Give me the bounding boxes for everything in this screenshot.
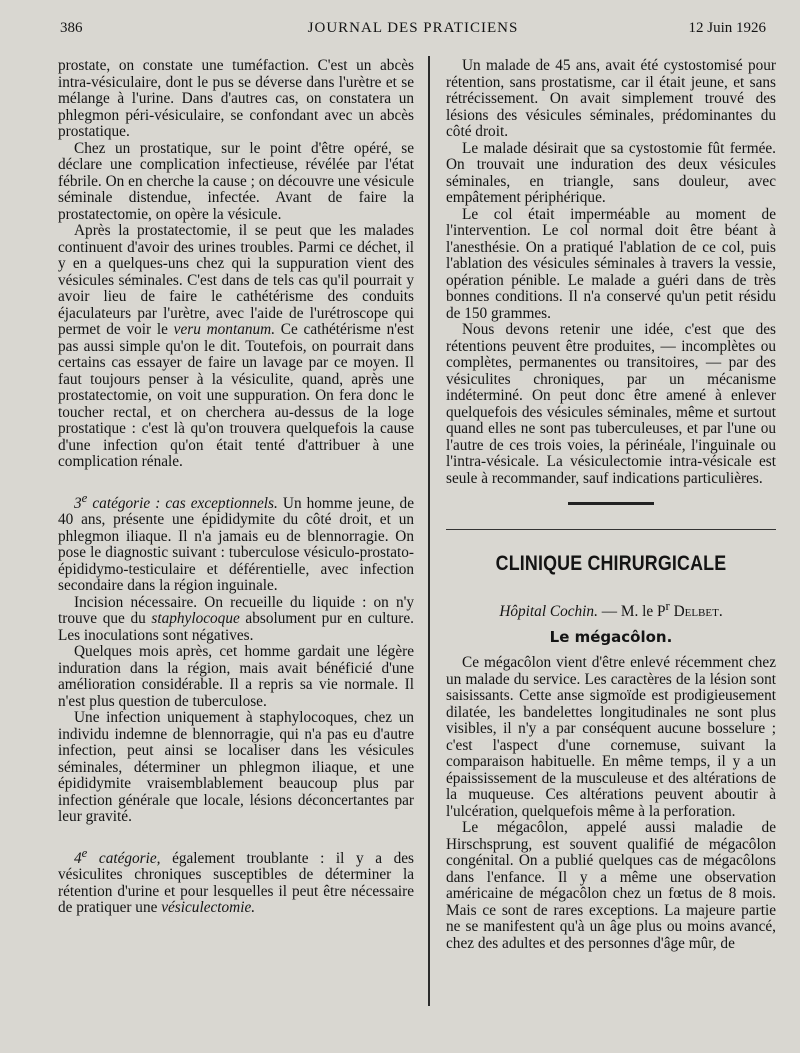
column-divider [428,56,430,1006]
superscript: e [81,845,88,860]
spacer [58,826,414,845]
text-run: Incision nécessaire. On recueille du liquide : on n'y trouve que du [58,593,414,628]
text-run: également troublante : il y a des vésiculites chroniques susceptibles de déterminer la rétention d'urine et pour lesquelles il peut être nécessaire de pratiquer une [58,849,414,917]
issue-date: 12 Juin 1926 [688,20,766,36]
text-run: — M. le P [597,603,666,621]
horizontal-rule [446,529,776,530]
journal-title: JOURNAL DES PRATICIENS [307,20,519,36]
paragraph [58,490,414,595]
category-heading: catégorie, [87,849,161,867]
right-column [446,58,776,952]
paragraph: Le col était imperméable au moment de l'intervention. Le col normal doit être béant à l'anesthésie. On a pratiqué l'ablation de ce col, puis l'ablation des vésicules séminales à travers la vessie, opération pénible. Le malade a guéri dans de très bonnes conditions. Il n'a conservé qu'un petit résidu de 150 grammes. [446,205,776,322]
text-run: Après la prostatectomie, il se peut que les malades continuent d'avoir des urines troubles. Parmi ce déchet, il y en a quelques-uns chez qui la suppuration vient des vésicules séminales. C'est dans de tels cas qu'il pourrait y avoir lieu de faire le cathétérisme des conduits éjaculateurs par l'urètre, avec l'aide de l'urétroscope qui permet de voir le [58,222,414,338]
paragraph: Nous devons retenir une idée, c'est que des rétentions peuvent être produites, — incomplètes ou complètes, permanentes ou transitoires, — par des vésiculites chroniques, par un mécanisme indéterminé. On peut donc être amené à enlever quelquefois des vésicules séminales, même et surtout quand elles ne sont pas tuberculeuses, et par l'une ou l'autre de ces trois voies, la périnéale, l'inguinale ou l'intra-vésicale. La vésiculectomie intra-vésicale est seule à recommander, sauf indications particulières. [446,321,776,487]
byline [446,598,776,621]
paragraph: Quelques mois après, cet homme gardait une légère induration dans la région, mais avait bénéficié d'une amélioration considérable. Il a repris sa vie normale. Il n'est plus question de tuberculose. [58,643,414,710]
left-column [58,58,414,917]
page-number: 386 [60,20,83,36]
paragraph: prostate, on constate une tuméfaction. C'est un abcès intra-vésiculaire, dont le pus se déverse dans l'urètre et se mélange à l'urine. Dans d'autres cas, on constatera un phlegmon péri-vésiculaire, se confondant avec un abcès prostatique. [58,57,414,140]
paragraph: Chez un prostatique, sur le point d'être opéré, se déclare une complication infectieuse, révélée par l'état fébrile. On en cherche la cause ; on découvre une vésicule séminale distendue, infectée. Avant de faire la prostatectomie, on opère la vésicule. [58,139,414,223]
text-run: Ce cathétérisme n'est pas aussi simple qu'on le dit. Toutefois, on pourrait dans certains cas essayer de faire un lavage par ce moyen. Il faut toujours penser à la vésiculite, quand, après une prostatectomie, on voit une suppuration. On fera donc le toucher rectal, et on cherchera au-dessus de la loge prostatique : c'est là qu'on trouvera quelquefois la cause d'une infection qu'on était tenté d'attribuer à une complication rénale. [58,321,414,470]
italic-text: staphylocoque [151,610,240,628]
paragraph [58,845,414,917]
section-title: CLINIQUE CHIRURGICALE [495,552,727,575]
category-number: 3 [74,494,82,512]
paragraph: Le mégacôlon, appelé aussi maladie de Hirschsprung, est souvent qualifié de mégacôlon congénital. On a publié quelques cas de mégacôlons dans l'enfance. Il y a même une observation américaine de mégacôlon chez un fœtus de 8 mois. Mais ce sont de rares exceptions. La majeure partie ne se manifestent qu'à un âge plus ou moins avancé, chez des adultes et des personnes d'âge mûr, de [446,819,776,952]
text-run: Un homme jeune, de 40 ans, présente une épididymite du côté droit, et un phlegmon iliaque. Il n'a jamais eu de blennorragie. On pose le diagnostic suivant : tuberculose vésiculo-prostato-épididymo-testiculaire et déférentielle, avec infection secondaire dans la région inguinale. [58,494,414,595]
subsection-title: Le mégacôlon. [549,627,673,646]
category-heading: catégorie : cas exceptionnels. [87,494,278,512]
paragraph [58,595,414,645]
superscript: r [665,599,670,613]
paragraph: Un malade de 45 ans, avait été cystostomisé pour rétention, sans prostatisme, car il était jeune, et sans rétrécissement. On avait simplement trouvé des lésions des vésicules séminales, prédominantes du côté droit. [446,57,776,140]
paragraph: Le malade désirait que sa cystostomie fût fermée. On trouvait une induration des deux vésicules séminales, en triangle, sans douleur, avec empâtement périphérique. [446,139,776,206]
superscript: e [81,490,88,505]
hospital-name: Hôpital Cochin. [499,603,598,621]
author-name: Delbet. [669,603,723,621]
paragraph: Une infection uniquement à staphylocoques, chez un individu indemne de blennorragie, qui n'a pas eu d'autre infection, peut ainsi se localiser dans les vésicules séminales, déterminer un phlegmon iliaque, et une épididymite vraisemblablement beaucoup plus par infection générale que locale, lésions déconcertantes par leur gravité. [58,709,414,826]
spacer [58,471,414,490]
paragraph [58,223,414,471]
page-header [60,20,766,42]
section-separator [568,502,654,505]
category-number: 4 [74,849,82,867]
italic-text: veru montanum. [173,321,276,338]
paragraph: Ce mégacôlon vient d'être enlevé récemment chez un malade du service. Les caractères de la lésion sont saisissants. Cette anse sigmoïde est prodigieusement dilatée, les bandelettes longitudinales ne sont plus visibles, il n'y a par conséquent aucune bosselure ; c'est l'aspect d'une cornemuse, suivant la comparaison habituelle. En même temps, il y a un épaississement de la musculeuse et des altérations de la muqueuse. Ces altérations peuvent aboutir à l'ulcération, quelquefois même à la perforation. [446,654,776,820]
text-run: absolument pur en culture. Les inoculations sont négatives. [58,610,415,644]
italic-text: vésiculectomie. [161,899,256,917]
